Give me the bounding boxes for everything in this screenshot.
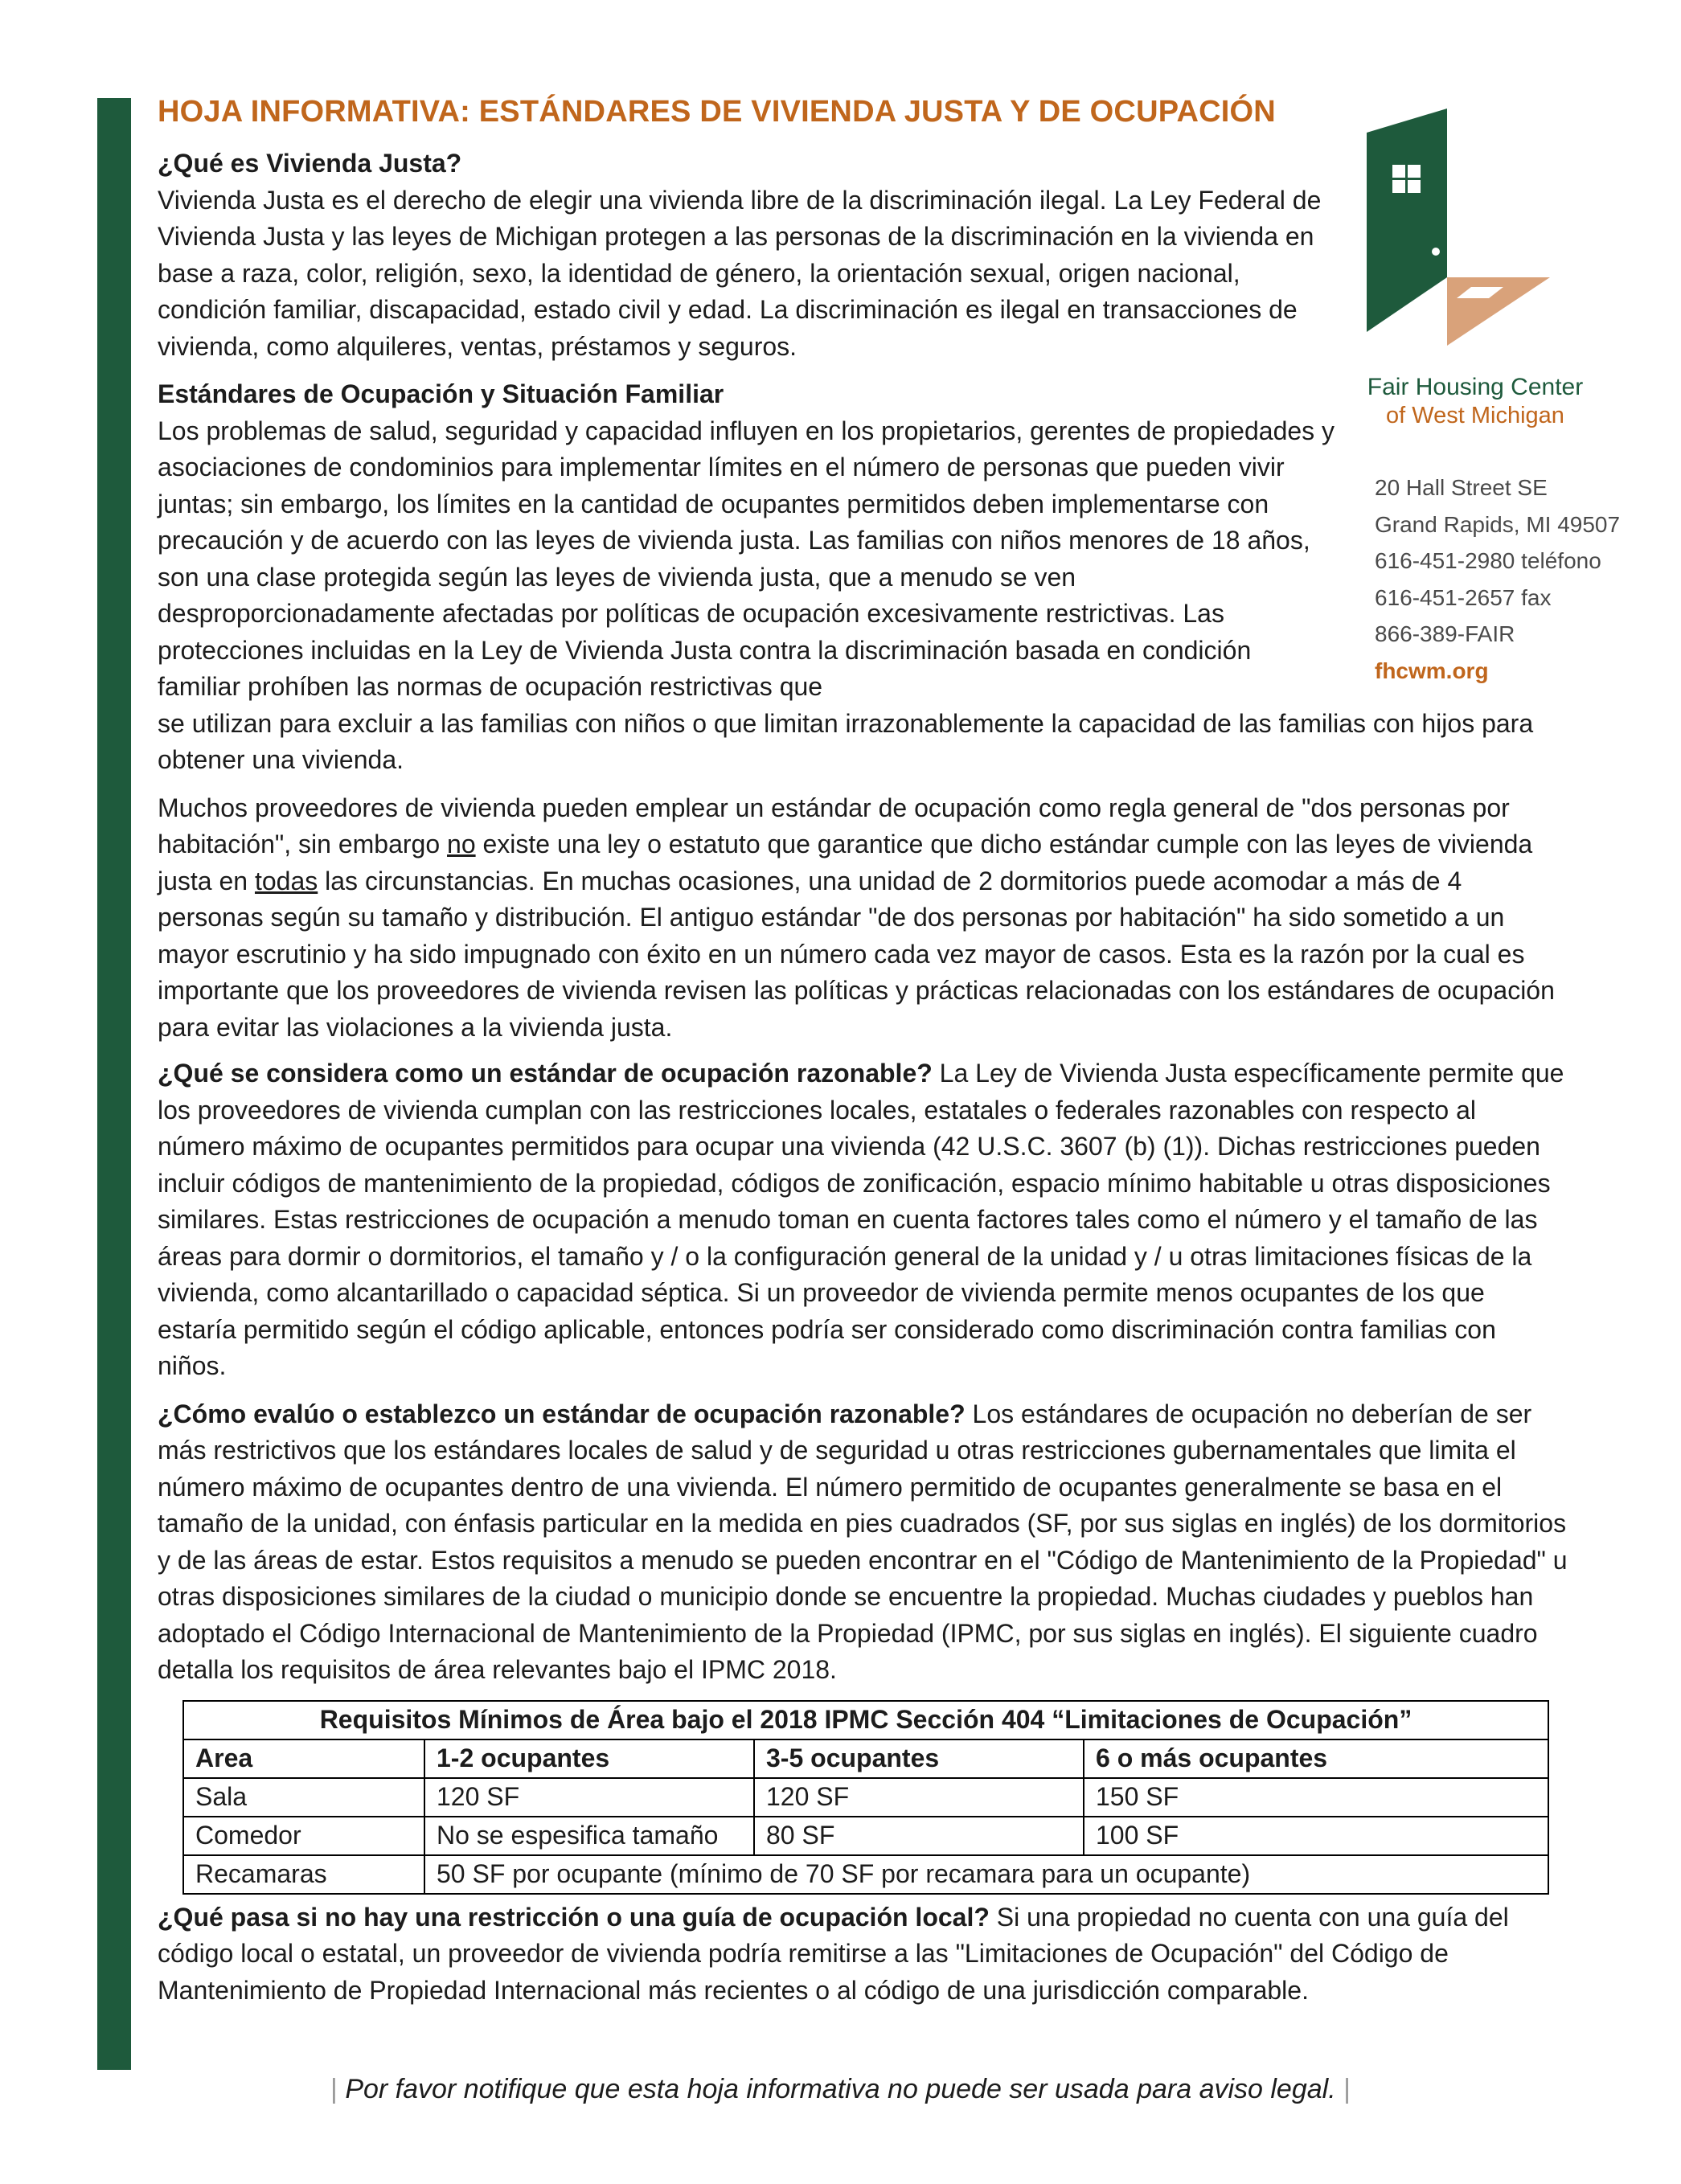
- area-requirements-table: [182, 1700, 1549, 1895]
- contact-city: Grand Rapids, MI 49507: [1375, 511, 1621, 537]
- section-heading-occupancy-standards: Estándares de Ocupación y Situación Familiar: [158, 379, 724, 408]
- contact-tollfree: 866-389-FAIR: [1375, 621, 1515, 646]
- section-body-occupancy-standards-a: Los problemas de salud, seguridad y capacidad influyen en los propietarios, gerentes de propiedades y asociaciones de condominios para implementar límites en el número de personas que pueden vivir juntas; sin embargo, los límites en la cantidad de ocupantes permitidos deben implementarse con precaución y de acuerdo con las leyes de vivienda justa. Las familias con niños menores de 18 años, son una clase protegida según las leyes de vivienda justa, que a menudo se ven desproporcionadamente afectadas por políticas de ocupación excesivamente restrictivas. Las protecciones incluidas en la Ley de Vivienda Justa contra la discriminación basada en condición familiar prohíben las normas de ocupación restrictivas que: [158, 416, 1335, 701]
- left-accent-bar: [97, 98, 131, 2070]
- table-header-3-5: 3-5 ocupantes: [754, 1739, 1084, 1778]
- section-body-occupancy-standards-b: se utilizan para excluir a las familias con niños o que limitan irrazonablemente la capacidad de las familias con hijos para obtener una vivienda.: [158, 708, 1534, 774]
- table-cell: 120 SF: [424, 1778, 754, 1817]
- section-body-two-person-rule: [158, 790, 1569, 1047]
- page-title: HOJA INFORMATIVA: ESTÁNDARES DE VIVIENDA JUSTA Y DE OCUPACIÓN: [158, 95, 1276, 129]
- table-caption: Requisitos Mínimos de Área bajo el 2018 IPMC Sección 404 “Limitaciones de Ocupación”: [183, 1701, 1548, 1739]
- two-person-text-3: las circunstancias. En muchas ocasiones, una unidad de 2 dormitorios puede acomodar a más de 4 personas según su tamaño y distribución. El antiguo estándar "de dos personas por habitación" ha sido sometido a un mayor escrutinio y ha sido impugnado con éxito en un número cada vez mayor de casos. Esta es la razón por la cual es importante que los proveedores de vivienda revisen las políticas y prácticas relacionadas con los estándares de ocupación para evitar las violaciones a la vivienda justa.: [158, 866, 1555, 1042]
- table-cell: Sala: [183, 1778, 424, 1817]
- section-body-what-is-fair-housing: Vivienda Justa es el derecho de elegir una vivienda libre de la discriminación ilegal. La Ley Federal de Vivienda Justa y las leyes de Michigan protegen a las personas de la discriminación en la vivienda en base a raza, color, religión, sexo, la identidad de género, la orientación sexual, origen nacional, condición familiar, discapacidad, estado civil y edad. La discriminación es ilegal en transacciones de vivienda, como alquileres, ventas, préstamos y seguros.: [158, 185, 1322, 361]
- section-heading-reasonable-standard: ¿Qué se considera como un estándar de ocupación razonable?: [158, 1059, 933, 1088]
- two-person-text-1: Muchos proveedores de vivienda pueden emplear un estándar de ocupación como regla general de "dos personas por habitación", sin embargo: [158, 793, 1510, 858]
- footer-text: Por favor notifique que esta hoja informativa no puede ser usada para aviso legal.: [345, 2074, 1336, 2104]
- contact-website-link[interactable]: fhcwm.org: [1375, 658, 1489, 683]
- table-cell: 80 SF: [754, 1817, 1084, 1855]
- section-body-no-local-guide: Si una propiedad no cuenta con una guía del código local o estatal, un proveedor de vivienda podría remitirse a las "Limitaciones de Ocupación" del Código de Mantenimiento de Propiedad Internacional más recientes o al código de una jurisdicción comparable.: [158, 1902, 1509, 2005]
- table-cell: No se espesifica tamaño: [424, 1817, 754, 1855]
- contact-phone: 616-451-2980 teléfono: [1375, 548, 1601, 573]
- section-body-reasonable-standard: La Ley de Vivienda Justa específicamente permite que los proveedores de vivienda cumplan con las restricciones locales, estatales o federales razonables con respecto al número máximo de ocupantes permitidos para ocupar una vivienda (42 U.S.C. 3607 (b) (1)). Dichas restricciones pueden incluir códigos de mantenimiento de la propiedad, códigos de zonificación, espacio mínimo habitable u otras disposiciones similares. Estas restricciones de ocupación a menudo toman en cuenta factores tales como el número y el tamaño de las áreas para dormir o dormitorios, el tamaño y / o la configuración general de la unidad y / u otras limitaciones físicas de la vivienda, como alcantarillado o capacidad séptica. Si un proveedor de vivienda permite menos ocupantes de los que estaría permitido según el código aplicable, entonces podría ser considerado como discriminación contra familias con niños.: [158, 1059, 1564, 1380]
- section-reasonable-standard: [158, 1055, 1569, 1385]
- section-body-evaluate-standard: Los estándares de ocupación no deberían de ser más restrictivos que los estándares locales de salud y de seguridad u otras restricciones gubernamentales que limita el número máximo de ocupantes dentro de una vivienda. El número permitido de ocupantes generalmente se basa en el tamaño de la unidad, con énfasis particular en la medida en pies cuadrados (SF, por sus siglas en inglés) de los dormitorios y de las áreas de estar. Estos requisitos a menudo se pueden encontrar en el "Código de Mantenimiento de la Propiedad" u otras disposiciones similares de la ciudad o municipio donde se encuentre la propiedad. Muchas ciudades y pueblos han adoptado el Código Internacional de Mantenimiento de la Propiedad (IPMC, por sus siglas en inglés). El siguiente cuadro detalla los requisitos de área relevantes bajo el IPMC 2018.: [158, 1399, 1568, 1684]
- table-cell: 120 SF: [754, 1778, 1084, 1817]
- section-no-local-guide: [158, 1899, 1569, 2010]
- table-cell: 150 SF: [1084, 1778, 1548, 1817]
- section-evaluate-standard: [158, 1396, 1569, 1689]
- two-person-underline-2: todas: [254, 866, 318, 895]
- table-header-1-2: 1-2 ocupantes: [424, 1739, 754, 1778]
- table-row: [183, 1855, 1548, 1894]
- table-header-row: [183, 1739, 1548, 1778]
- logo-org-name: Fair Housing Center: [1367, 374, 1584, 400]
- contact-street: 20 Hall Street SE: [1375, 475, 1548, 500]
- table-cell: 100 SF: [1084, 1817, 1548, 1855]
- table-cell: Comedor: [183, 1817, 424, 1855]
- two-person-underline-1: no: [447, 830, 476, 858]
- table-cell: Recamaras: [183, 1855, 424, 1894]
- two-person-text-2: existe una ley o estatuto que garantice que dicho estándar cumple con las leyes de vivienda justa en: [158, 830, 1533, 895]
- table-row: [183, 1817, 1548, 1855]
- main-content: [158, 95, 1569, 2009]
- contact-fax: 616-451-2657 fax: [1375, 584, 1552, 610]
- section-heading-evaluate-standard: ¿Cómo evalúo o establezco un estándar de ocupación razonable?: [158, 1399, 966, 1428]
- legal-disclaimer-footer: [0, 2074, 1681, 2105]
- table-header-area: Area: [183, 1739, 424, 1778]
- logo-org-region: of West Michigan: [1386, 403, 1564, 428]
- section-heading-no-local-guide: ¿Qué pasa si no hay una restricción o una guía de ocupación local?: [158, 1902, 990, 1932]
- table-header-6-plus: 6 o más ocupantes: [1084, 1739, 1548, 1778]
- table-cell: 50 SF por ocupante (mínimo de 70 SF por recamara para un ocupante): [424, 1855, 1548, 1894]
- section-heading-what-is-fair-housing: ¿Qué es Vivienda Justa?: [158, 149, 462, 178]
- footer-bar-right: |: [1343, 2074, 1351, 2104]
- table-row: [183, 1778, 1548, 1817]
- footer-bar-left: |: [330, 2074, 338, 2104]
